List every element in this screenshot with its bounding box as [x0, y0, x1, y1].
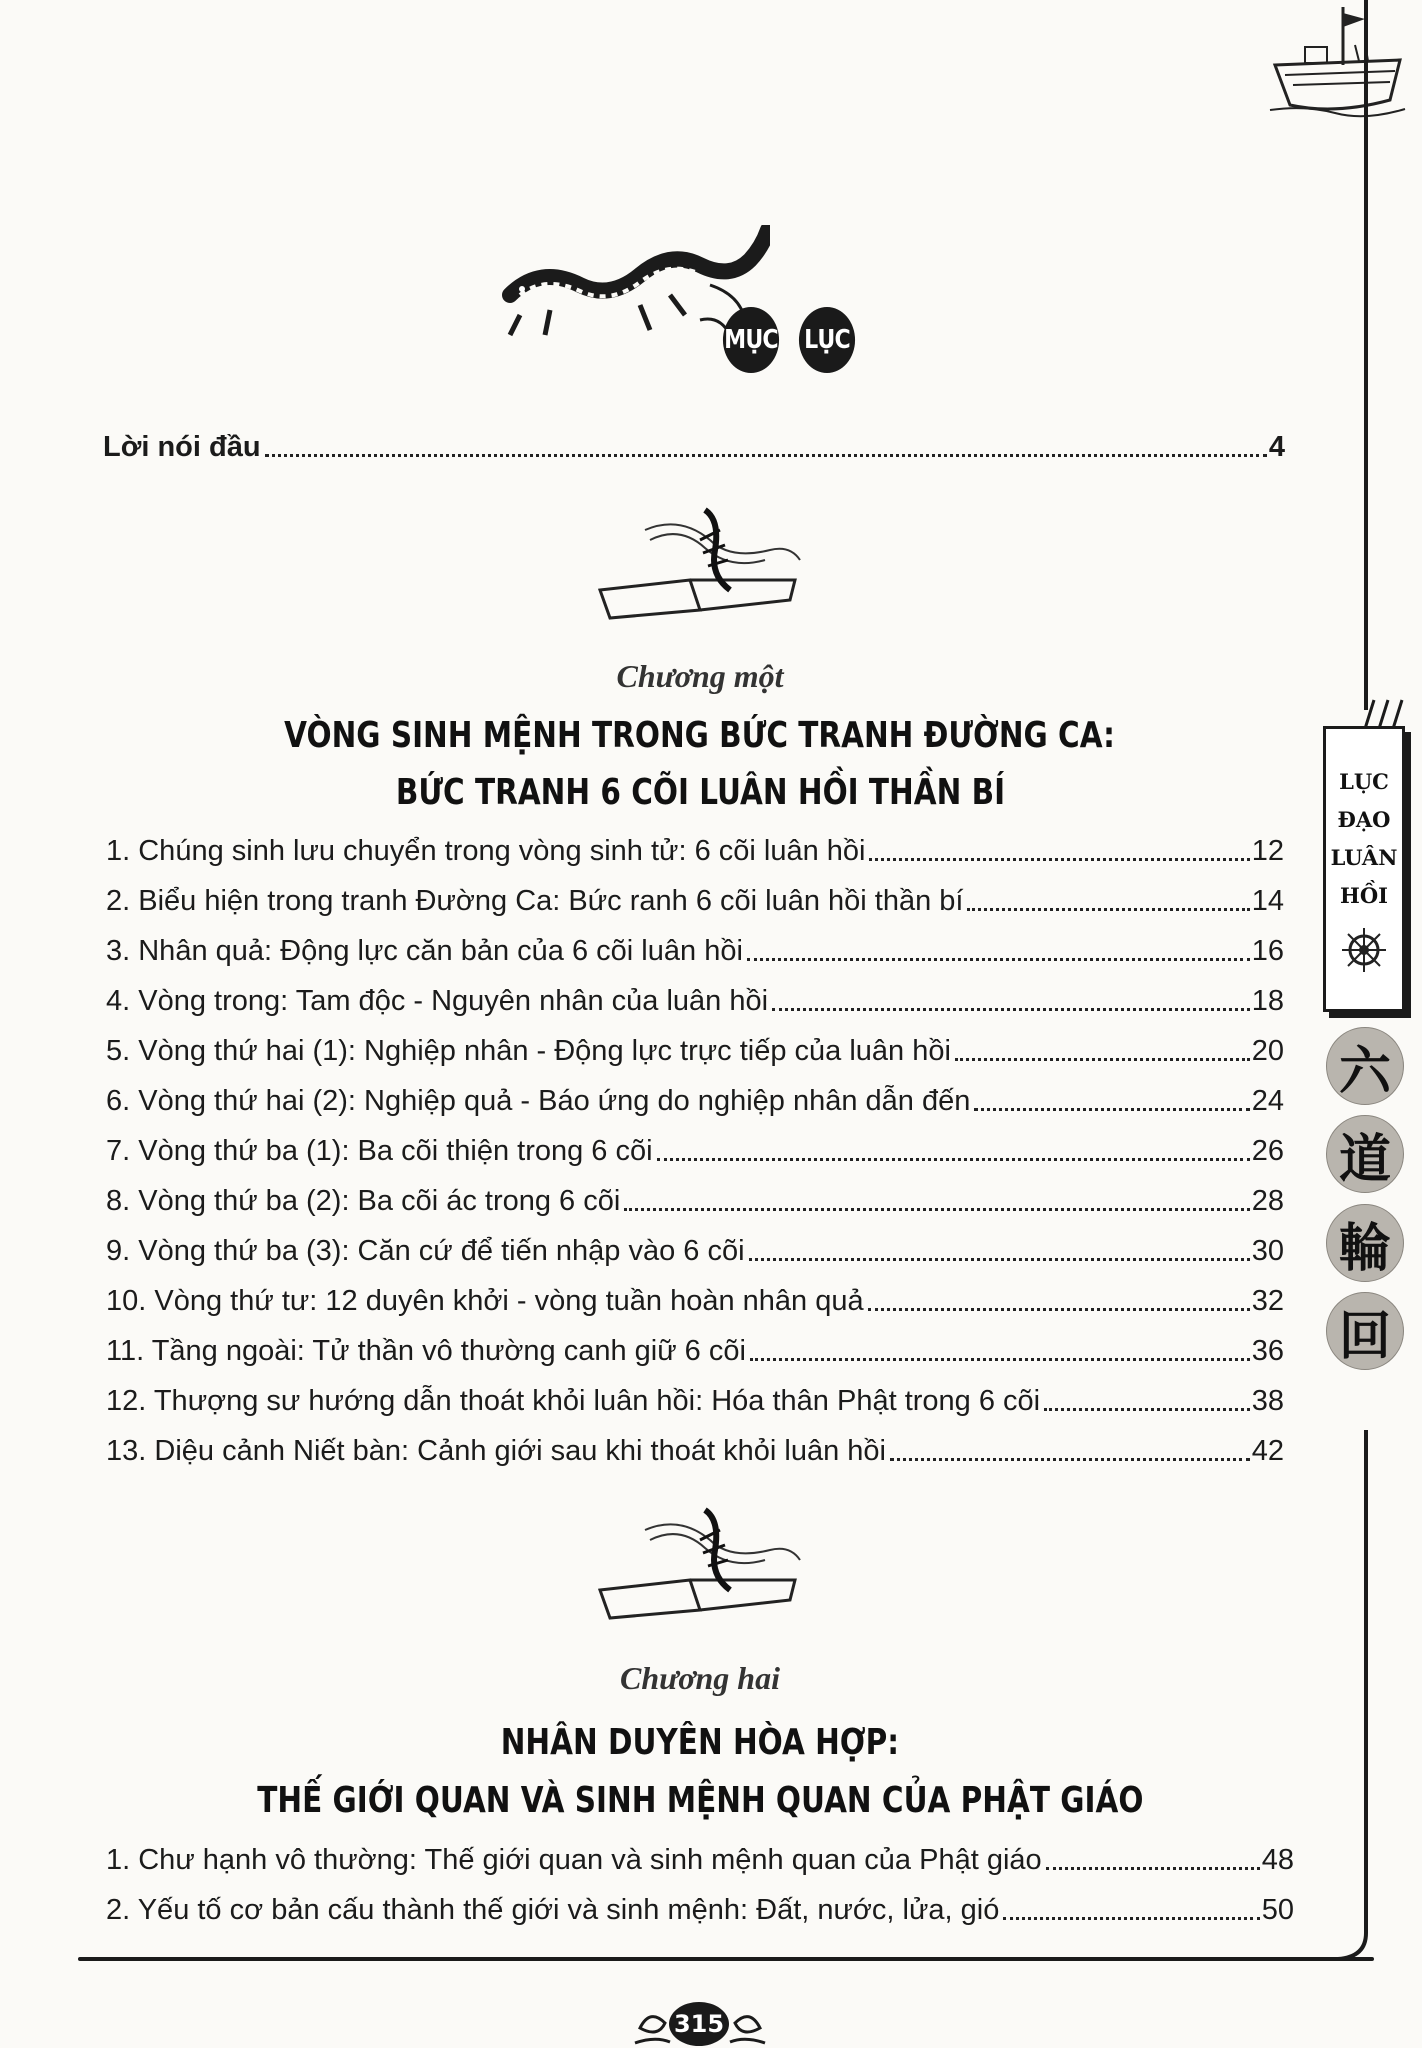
toc-title: Lời nói đầu — [103, 431, 261, 463]
toc-row[interactable] — [106, 884, 1284, 918]
toc-leader — [967, 908, 1249, 911]
toc-title: 1. Chư hạnh vô thường: Thế giới quan và sinh mệnh quan của Phật giáo — [106, 1844, 1042, 1876]
toc-page: 32 — [1251, 1285, 1284, 1317]
toc-title: 12. Thượng sư hướng dẫn thoát khỏi luân hồi: Hóa thân Phật trong 6 cõi — [106, 1385, 1041, 1417]
toc-leader — [1046, 1867, 1260, 1870]
toc-leader — [974, 1108, 1249, 1111]
frame-corner — [1330, 1895, 1372, 1963]
chapter-two-title-line1-text: NHÂN DUYÊN HÒA HỢP: — [500, 1722, 900, 1763]
side-label-4: HỒI — [1340, 883, 1388, 908]
kanji-hoi: 回 — [1326, 1292, 1404, 1370]
chapter-two-label: Chương hai — [620, 1660, 780, 1696]
toc-title: 3. Nhân quả: Động lực căn bản của 6 cõi luân hồi — [106, 935, 743, 967]
toc-leader — [749, 1258, 1250, 1261]
toc-title: 10. Vòng thứ tư: 12 duyên khởi - vòng tuần hoàn nhân quả — [106, 1285, 864, 1317]
toc-row[interactable] — [106, 1284, 1284, 1318]
side-label-3: LUÂN — [1330, 845, 1398, 870]
toc-title: 8. Vòng thứ ba (2): Ba cõi ác trong 6 cõi — [106, 1185, 621, 1217]
chapter-one-title-line1-text: VÒNG SINH MỆNH TRONG BỨC TRANH ĐƯỜNG CA: — [284, 715, 1116, 756]
toc-row[interactable] — [106, 1034, 1284, 1068]
toc-page: 36 — [1251, 1335, 1284, 1367]
chapter-two-title-line1 — [150, 1722, 1250, 1763]
toc-leader — [624, 1208, 1249, 1211]
toc-title: 11. Tầng ngoài: Tử thần vô thường canh giữ 6 cõi — [106, 1335, 746, 1367]
toc-page: 42 — [1251, 1435, 1284, 1467]
book-ornament — [590, 500, 810, 625]
toc-page: 48 — [1261, 1844, 1294, 1876]
chapter-two-title-line2-text: THẾ GIỚI QUAN VÀ SINH MỆNH QUAN CỦA PHẬT GIÁO — [256, 1780, 1144, 1821]
toc-row[interactable] — [106, 1434, 1284, 1468]
toc-row[interactable] — [106, 984, 1284, 1018]
toc-row[interactable] — [106, 1334, 1284, 1368]
kanji-luc: 六 — [1326, 1027, 1404, 1105]
frame-right-line-upper — [1364, 0, 1368, 710]
toc-leader — [657, 1158, 1250, 1161]
toc-page: 12 — [1251, 835, 1284, 867]
toc-page: 16 — [1251, 935, 1284, 967]
toc-leader — [1003, 1917, 1259, 1920]
toc-leader — [890, 1458, 1250, 1461]
toc-row[interactable] — [106, 1134, 1284, 1168]
toc-badges — [718, 307, 860, 373]
footer-rule — [78, 1957, 1374, 1961]
toc-title: 6. Vòng thứ hai (2): Nghiệp quả - Báo ứng do nghiệp nhân dẫn đến — [106, 1085, 971, 1117]
toc-title: 5. Vòng thứ hai (1): Nghiệp nhân - Động lực trực tiếp của luân hồi — [106, 1035, 951, 1067]
ship-illustration — [1265, 5, 1415, 125]
toc-leader — [869, 858, 1249, 861]
toc-page: 20 — [1251, 1035, 1284, 1067]
toc-page: 50 — [1261, 1894, 1294, 1926]
toc-page: 28 — [1251, 1185, 1284, 1217]
toc-row[interactable] — [106, 934, 1284, 968]
toc-page: 18 — [1251, 985, 1284, 1017]
toc-page: 4 — [1268, 431, 1285, 463]
toc-title: 4. Vòng trong: Tam độc - Nguyên nhân của luân hồi — [106, 985, 769, 1017]
toc-leader — [265, 454, 1267, 457]
dharma-wheel-icon — [1339, 925, 1389, 975]
toc-row-intro[interactable] — [103, 430, 1285, 464]
toc-page: 38 — [1251, 1385, 1284, 1417]
toc-page: 24 — [1251, 1085, 1284, 1117]
toc-leader — [772, 1008, 1250, 1011]
toc-title: 9. Vòng thứ ba (3): Căn cứ để tiến nhập vào 6 cõi — [106, 1235, 745, 1267]
chapter-one-title-line1 — [150, 715, 1250, 756]
toc-leader — [955, 1058, 1250, 1061]
toc-title: 13. Diệu cảnh Niết bàn: Cảnh giới sau khi thoát khỏi luân hồi — [106, 1435, 886, 1467]
side-label-1: LỤC — [1339, 769, 1389, 794]
toc-page: 26 — [1251, 1135, 1284, 1167]
side-title-box — [1323, 726, 1405, 1012]
book-ornament — [590, 1500, 810, 1625]
toc-row[interactable] — [106, 1084, 1284, 1118]
chapter-two-title-line2 — [150, 1780, 1250, 1821]
toc-leader — [868, 1308, 1250, 1311]
chapter-one-label: Chương một — [616, 658, 784, 694]
side-label-2: ĐẠO — [1337, 807, 1391, 832]
kanji-luan: 輪 — [1326, 1204, 1404, 1282]
frame-right-line-lower — [1364, 1430, 1368, 1900]
toc-row[interactable] — [106, 834, 1284, 868]
toc-row[interactable] — [106, 1234, 1284, 1268]
toc-row[interactable] — [106, 1843, 1294, 1877]
chapter-one-title-line2 — [150, 772, 1250, 813]
toc-page: 14 — [1251, 885, 1284, 917]
badge-muc: MỤC — [723, 307, 779, 373]
toc-title: 2. Yếu tố cơ bản cấu thành thế giới và sinh mệnh: Đất, nước, lửa, gió — [106, 1894, 1000, 1926]
badge-luc: LỤC — [799, 307, 855, 373]
toc-title: 2. Biểu hiện trong tranh Đường Ca: Bức ranh 6 cõi luân hồi thần bí — [106, 885, 964, 917]
toc-page: 30 — [1251, 1235, 1284, 1267]
page-number: 315 — [669, 2002, 729, 2046]
toc-header — [500, 225, 900, 375]
toc-leader — [1044, 1408, 1250, 1411]
toc-row[interactable] — [106, 1893, 1294, 1927]
toc-title: 1. Chúng sinh lưu chuyển trong vòng sinh tử: 6 cõi luân hồi — [106, 835, 866, 867]
toc-row[interactable] — [106, 1384, 1284, 1418]
toc-leader — [750, 1358, 1250, 1361]
toc-title: 7. Vòng thứ ba (1): Ba cõi thiện trong 6 cõi — [106, 1135, 653, 1167]
kanji-dao: 道 — [1326, 1115, 1404, 1193]
chapter-one-title-line2-text: BỨC TRANH 6 CÕI LUÂN HỒI THẦN BÍ — [395, 772, 1005, 813]
toc-leader — [747, 958, 1250, 961]
toc-row[interactable] — [106, 1184, 1284, 1218]
